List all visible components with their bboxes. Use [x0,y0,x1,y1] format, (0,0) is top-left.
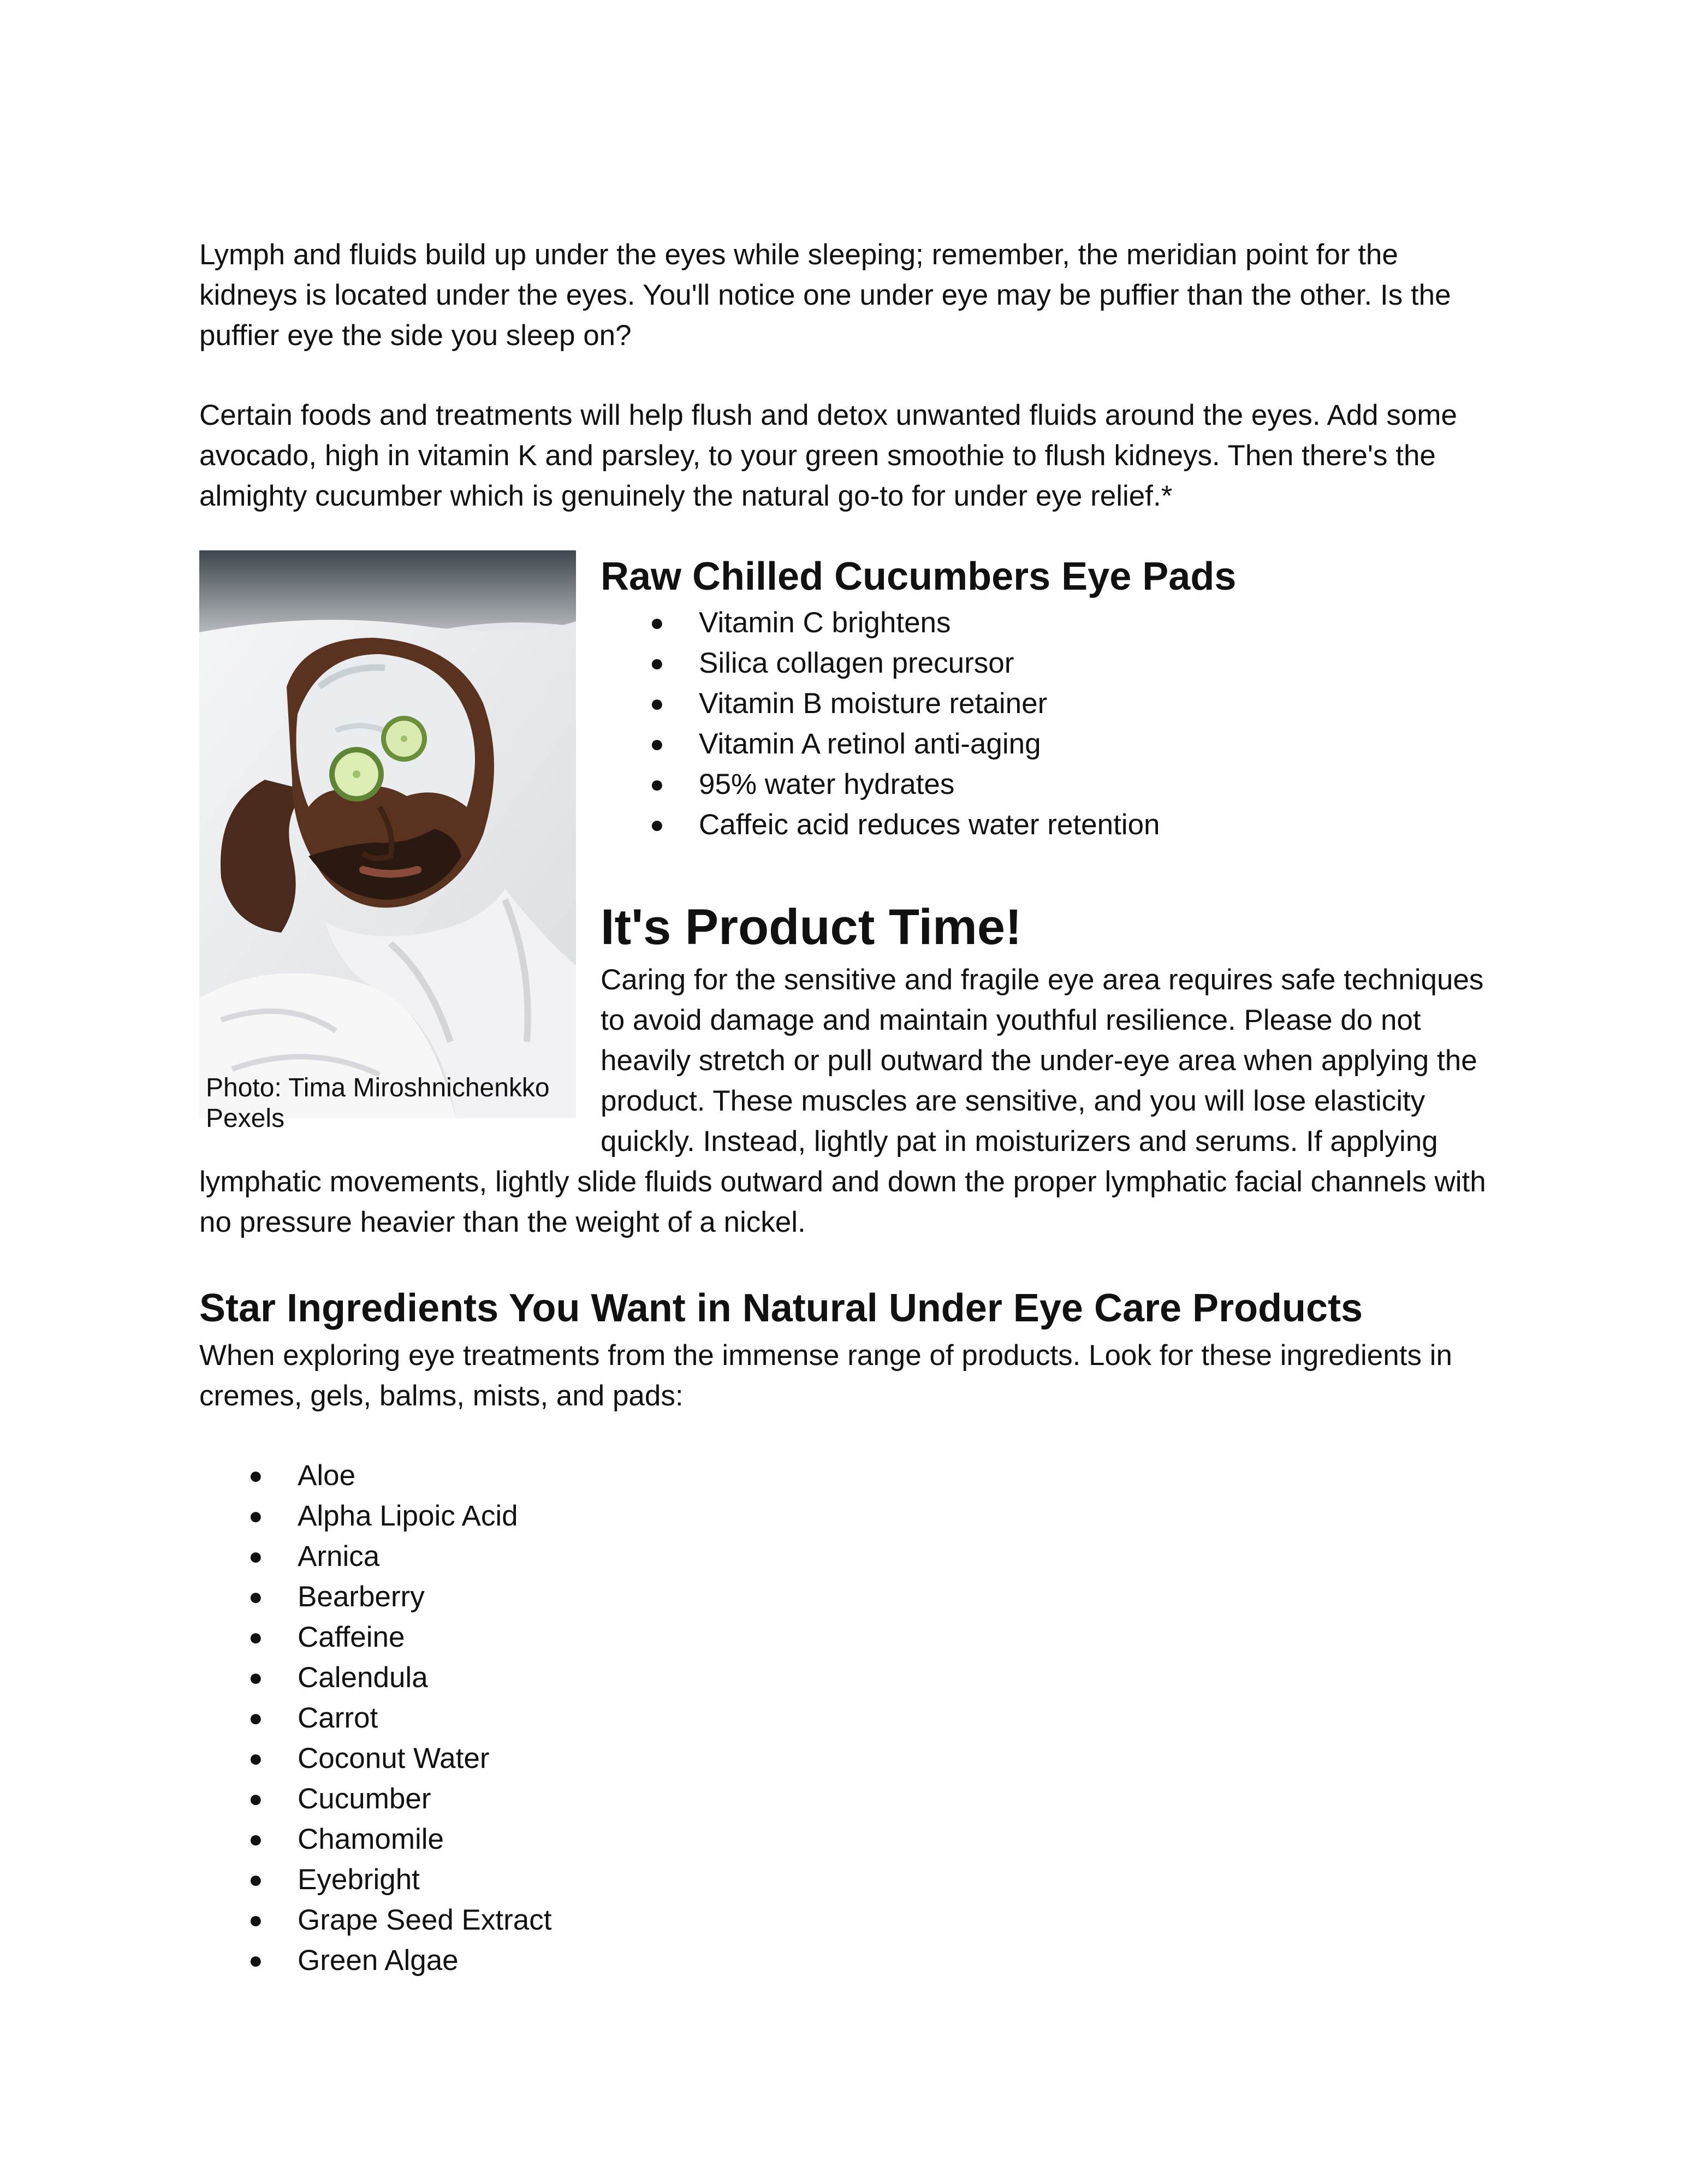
list-item: ● Vitamin B moisture retainer [650,684,1488,724]
star-ingredients-heading: Star Ingredients You Want in Natural Under Eye Care Products [199,1286,1363,1330]
list-item: ● Coconut Water [248,1738,1488,1779]
cucumber-and-product-block [199,550,1488,1243]
list-item: ● Caffeic acid reduces water retention [650,805,1488,845]
product-time-heading: It's Product Time! [601,899,1022,955]
list-item: ● Green Algae [248,1940,1488,1981]
list-item: ● Cucumber [248,1779,1488,1819]
star-ingredients-intro: When exploring eye treatments from the immense range of products. Look for these ingredients in cremes, gels, balms, mists, and pads: [199,1339,1452,1412]
ingredients-list [199,1456,1488,1981]
list-item: ● Aloe [248,1456,1488,1496]
list-item: ● Eyebright [248,1860,1488,1900]
face-mask-photo [199,550,576,1118]
list-item: ● Vitamin A retinol anti-aging [650,724,1488,764]
photo-caption-line-2: Pexels [206,1104,285,1133]
document-content [199,235,1488,1981]
list-item: ● Vitamin C brightens [650,603,1488,643]
cucumber-benefits-list [601,603,1488,845]
list-item: ● Caffeine [248,1617,1488,1658]
list-item: ● Silica collagen precursor [650,643,1488,684]
product-time-paragraph: Caring for the sensitive and fragile eye area requires safe techniques to avoid damage and maintain youthful resilience. Please do not heavily stretch or pull outward the under-eye area when applying the product. These muscles are sensitive, and you will lose elasticity quickly. Instead, lightly pat in moisturizers and serums. If applying lymphatic movements, lightly slide fluids outward and down the proper lymphatic facial channels with no pressure heavier than the weight of a nickel. [199,964,1486,1238]
intro-paragraph-1: Lymph and fluids build up under the eyes while sleeping; remember, the meridian point for the kidneys is located under the eyes. You'll notice one under eye may be puffier than the other. Is the puffier eye the side you sleep on? [199,239,1451,352]
list-item: ● Chamomile [248,1819,1488,1860]
list-item: ● Arnica [248,1536,1488,1577]
list-item: ● Calendula [248,1658,1488,1698]
photo-figure [199,550,576,1133]
list-item: ● Carrot [248,1698,1488,1738]
list-item: ● 95% water hydrates [650,764,1488,805]
photo-caption [206,1073,572,1134]
intro-paragraph-2: Certain foods and treatments will help flush and detox unwanted fluids around the eyes. Add some avocado, high in vitamin K and parsley, to your green smoothie to flush kidneys. Then there's the almighty cucumber which is genuinely the natural go-to for under eye relief.* [199,399,1457,512]
list-item: ● Alpha Lipoic Acid [248,1496,1488,1536]
list-item: ● Bearberry [248,1577,1488,1617]
photo-caption-line-1: Photo: Tima Miroshnichenkko [206,1073,550,1102]
cucumber-heading: Raw Chilled Cucumbers Eye Pads [601,555,1237,598]
list-item: ● Grape Seed Extract [248,1900,1488,1940]
